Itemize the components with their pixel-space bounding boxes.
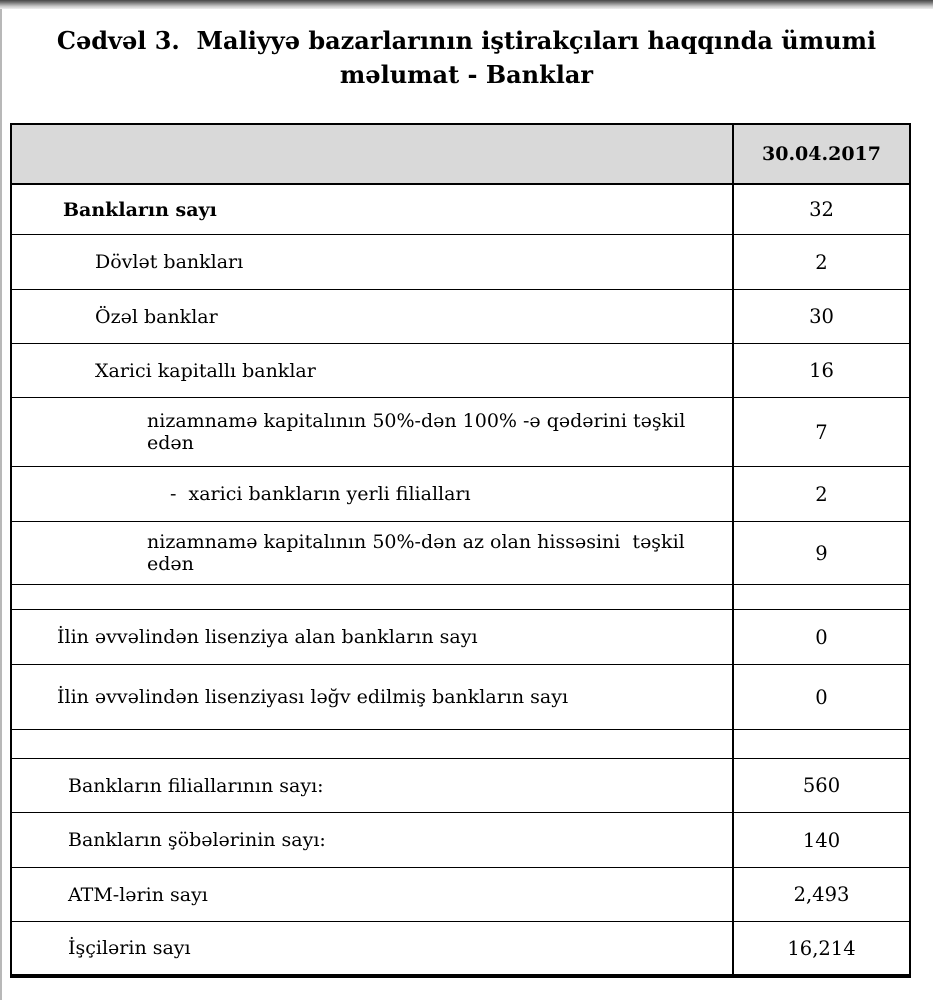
table-row bbox=[12, 344, 909, 398]
table-spacer-row bbox=[12, 730, 909, 759]
row-label: nizamnamə kapitalının 50%-dən 100% -ə qədərini təşkil edən bbox=[147, 410, 692, 454]
table-row bbox=[12, 665, 909, 730]
table-row bbox=[12, 759, 909, 813]
row-label: İlin əvvəlindən lisenziya alan bankların sayı bbox=[57, 626, 478, 648]
table-row bbox=[12, 398, 909, 467]
row-label: Xarici kapitallı banklar bbox=[95, 359, 316, 382]
header-empty-cell bbox=[12, 125, 732, 183]
row-value: 32 bbox=[732, 185, 909, 234]
page-title bbox=[0, 24, 933, 92]
banks-summary-table bbox=[10, 123, 911, 978]
table-row bbox=[12, 922, 909, 974]
row-label: Dövlət bankları bbox=[95, 251, 244, 273]
table-row bbox=[12, 235, 909, 290]
row-label: İlin əvvəlindən lisenziyası ləğv edilmiş bankların sayı bbox=[57, 686, 569, 708]
row-label: Özəl banklar bbox=[95, 305, 218, 328]
table-row bbox=[12, 290, 909, 344]
row-value: 30 bbox=[732, 290, 909, 343]
row-value: 9 bbox=[732, 522, 909, 584]
table-row bbox=[12, 610, 909, 665]
row-label: İşçilərin sayı bbox=[68, 937, 191, 959]
header-date-cell: 30.04.2017 bbox=[732, 125, 909, 183]
row-value: 560 bbox=[732, 759, 909, 812]
table-row bbox=[12, 522, 909, 585]
row-value: 2 bbox=[732, 235, 909, 289]
row-value: 0 bbox=[732, 665, 909, 729]
row-value: 16,214 bbox=[732, 922, 909, 974]
row-value: 2 bbox=[732, 467, 909, 521]
table-spacer-row bbox=[12, 585, 909, 610]
table-header-row bbox=[12, 125, 909, 185]
row-label bbox=[12, 730, 732, 758]
row-label: ATM-lərin sayı bbox=[68, 883, 208, 906]
row-value: 140 bbox=[732, 813, 909, 867]
table-row bbox=[12, 467, 909, 522]
row-label: - xarici bankların yerli filialları bbox=[170, 483, 471, 505]
page-title-line2: məlumat - Banklar bbox=[339, 60, 594, 89]
page-top-edge-bar bbox=[0, 0, 933, 9]
row-value: 0 bbox=[732, 610, 909, 664]
row-label: Bankların sayı bbox=[63, 198, 217, 221]
row-value bbox=[732, 585, 909, 609]
row-label bbox=[12, 585, 732, 609]
page-title-line1: Cədvəl 3. Maliyyə bazarlarının iştirakçıları haqqında ümumi bbox=[56, 26, 877, 55]
page-left-edge-line bbox=[0, 9, 2, 1000]
row-value: 7 bbox=[732, 398, 909, 466]
row-value bbox=[732, 730, 909, 758]
row-value: 2,493 bbox=[732, 868, 909, 921]
row-label: Bankların şöbələrinin sayı: bbox=[68, 829, 326, 851]
row-label: nizamnamə kapitalının 50%-dən az olan hissəsini təşkil edən bbox=[147, 531, 691, 575]
row-value: 16 bbox=[732, 344, 909, 397]
row-label: Bankların filiallarının sayı: bbox=[68, 774, 324, 797]
table-row bbox=[12, 185, 909, 235]
table-row bbox=[12, 813, 909, 868]
table-row bbox=[12, 868, 909, 922]
